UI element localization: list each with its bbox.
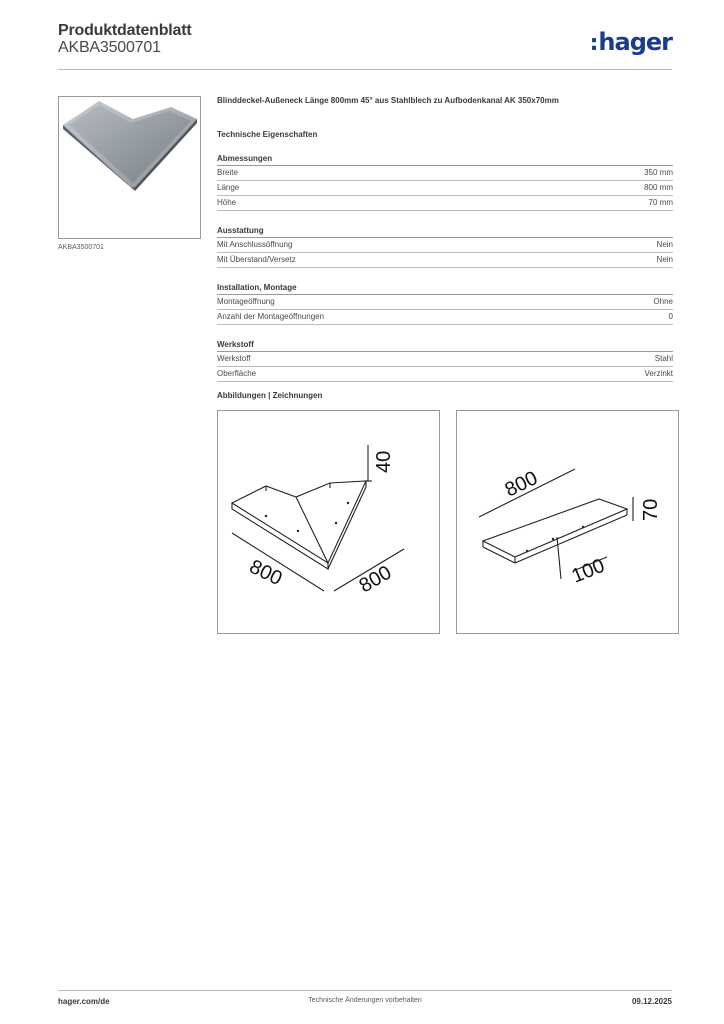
- property-value: 350 mm: [644, 168, 673, 177]
- drawing-corner: [217, 410, 440, 634]
- group-title: Ausstattung: [217, 226, 673, 238]
- technical-heading: Technische Eigenschaften: [217, 130, 318, 139]
- group-title: Abmessungen: [217, 154, 673, 166]
- property-label: Breite: [217, 168, 238, 177]
- footer-notice: Technische Änderungen vorbehalten: [308, 997, 422, 1004]
- drawing-left-length-b: 800: [355, 561, 396, 598]
- document-title: Produktdatenblatt: [58, 22, 192, 39]
- property-label: Montageöffnung: [217, 297, 275, 306]
- property-value: 0: [668, 312, 673, 321]
- footer-date: 09.12.2025: [631, 997, 672, 1006]
- property-label: Oberfläche: [217, 369, 257, 378]
- page-header: [58, 20, 672, 70]
- drawing-right-length: 800: [501, 467, 542, 502]
- property-label: Anzahl der Montageöffnungen: [217, 312, 325, 321]
- property-row: [217, 295, 673, 310]
- hager-logo: :hager: [589, 28, 672, 56]
- property-value: Nein: [656, 255, 673, 264]
- property-label: Länge: [217, 183, 240, 192]
- property-value: Stahl: [654, 354, 673, 363]
- property-value: 800 mm: [644, 183, 673, 192]
- property-value: 70 mm: [648, 198, 673, 207]
- drawing-left-length-a: 800: [245, 555, 286, 591]
- website-link[interactable]: hager.com/de: [58, 997, 110, 1006]
- property-row: [217, 238, 673, 253]
- page-footer: [58, 990, 672, 1010]
- product-image: [58, 96, 201, 239]
- property-row: [217, 253, 673, 268]
- property-value: Verzinkt: [644, 369, 673, 378]
- property-row: [217, 310, 673, 325]
- product-image-caption: AKBA3500701: [58, 244, 104, 251]
- drawing-left-height-label: 40: [373, 450, 395, 473]
- drawing-profile: [456, 410, 679, 634]
- drawing-right-height: 70: [640, 498, 662, 521]
- property-value: Nein: [656, 240, 673, 249]
- drawing-right-width: 100: [568, 554, 608, 588]
- property-row: [217, 352, 673, 367]
- property-value: Ohne: [653, 297, 673, 306]
- property-row: [217, 196, 673, 211]
- product-details: [217, 96, 673, 382]
- property-row: [217, 166, 673, 181]
- property-label: Mit Anschlussöffnung: [217, 240, 293, 249]
- property-row: [217, 367, 673, 382]
- property-label: Werkstoff: [217, 354, 251, 363]
- property-label: Höhe: [217, 198, 237, 207]
- property-row: [217, 181, 673, 196]
- product-description: Blinddeckel-Außeneck Länge 800mm 45° aus Stahlblech zu Aufbodenkanal AK 350x70mm: [217, 96, 559, 105]
- property-groups: [217, 154, 673, 382]
- property-label: Mit Überstand/Versetz: [217, 255, 296, 264]
- group-title: Installation, Montage: [217, 283, 673, 295]
- images-heading: Abbildungen | Zeichnungen: [217, 391, 323, 400]
- product-photo: [59, 97, 200, 238]
- group-title: Werkstoff: [217, 340, 673, 352]
- article-number: AKBA3500701: [58, 39, 161, 56]
